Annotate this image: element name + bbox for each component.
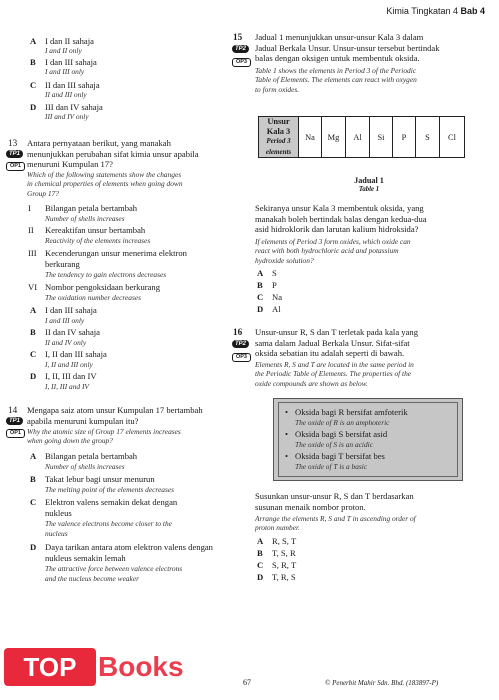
question-15-number: 15 [233, 32, 243, 42]
q13-statement-ms: Nombor pengoksidaan berkurang [45, 282, 161, 292]
q13-option-letter: C [30, 349, 37, 359]
q13-en-line: Which of the following statements show the changes [27, 170, 182, 179]
question-16-stem-ms [255, 327, 485, 359]
q15-ms-line: Jadual Berkala Unsur. Unsur-unsur tersebut bertindak [255, 42, 440, 53]
q13-statement-roman: III [28, 248, 37, 258]
q15-ms-line: balas dengan oksigen untuk membentuk oksida. [255, 53, 420, 63]
page-number: 67 [243, 678, 251, 687]
op-badge-icon: OP3 [232, 58, 251, 67]
q16-en-line: oxide compounds are shown as below. [255, 378, 368, 388]
q13-en-line: Group 17? [27, 188, 59, 198]
q14-option-ms-cont: nukleus semakin lemah [45, 553, 126, 563]
q14-ms-line: Mengapa saiz atom unsur Kumpulan 17 bertambah [27, 405, 203, 415]
question-14-number: 14 [8, 405, 18, 415]
publisher-credit: © Penerbit Mahir Sdn. Bhd. (183897-P) [325, 679, 439, 687]
q14-option-ms-cont: nukleus [45, 508, 72, 518]
q12-option-a-en: I and II only [45, 46, 82, 55]
q14-option-letter: B [30, 474, 36, 484]
q13-ms-line: menunjukkan perubahan sifat kimia unsur apabila [27, 148, 199, 159]
q13-option-ms: I dan III sahaja [45, 305, 97, 315]
tp-badge-icon: TP2 [232, 45, 249, 53]
q12-option-a-letter: A [30, 36, 37, 46]
q14-option-ms: Daya tarikan antara atom elektron valens dengan [45, 542, 213, 552]
oxide-properties-box-inner [278, 402, 458, 477]
q16-option-letter: B [257, 548, 263, 558]
box-item-en: The oxide of S is an acidic [295, 440, 373, 449]
q13-statement-en: Reactivity of the elements increases [45, 236, 151, 245]
q15-ms-line: Jadual 1 menunjukkan unsur-unsur Kala 3 dalam [255, 32, 424, 42]
op-badge-icon: OP1 [6, 429, 25, 438]
table-cell: Na [299, 117, 322, 158]
table-header-cell [259, 117, 299, 158]
box-item-ms: Oksida bagi R bersifat amfoterik [295, 407, 408, 417]
q14-option-en: Number of shells increases [45, 462, 125, 471]
question-15-stem-ms [255, 32, 485, 64]
q13-en-line: in chemical properties of elements when going down [27, 179, 183, 189]
box-item-en: The oxide of T is a basic [295, 462, 368, 471]
q12-option-d-ms: III dan IV sahaja [45, 102, 103, 112]
table-cell: Cl [440, 117, 465, 158]
q16-option-text: T, S, R [272, 548, 296, 558]
q13-statement-en: The tendency to gain electrons decreases [45, 270, 167, 279]
q12-option-b-letter: B [30, 57, 36, 67]
op-badge-icon: OP3 [232, 353, 251, 362]
q15-en-line: to form oxides. [255, 84, 300, 94]
q12-option-d-letter: D [30, 102, 37, 112]
q14-option-ms: Elektron valens semakin dekat dengan [45, 497, 178, 507]
question-16-number: 16 [233, 327, 243, 337]
q14-option-letter: D [30, 542, 37, 552]
q14-option-ms: Takat lebur bagi unsur menurun [45, 474, 155, 484]
question-15-ms [255, 203, 485, 235]
q12-option-b-ms: I dan III sahaja [45, 57, 97, 67]
box-item-ms: Oksida bagi S bersifat asid [295, 429, 388, 439]
question-16-en [255, 514, 485, 533]
q15-q-en-line: If elements of Period 3 form oxides, which oxide can [255, 237, 411, 246]
q15-q-ms-line: Sekiranya unsur Kala 3 membentuk oksida, yang [255, 203, 424, 213]
tp-badge-icon: TP1 [6, 150, 23, 158]
oxide-properties-box [273, 398, 463, 481]
table-head-en: Period 3 [266, 137, 291, 145]
q15-q-ms-line: manakah boleh bertindak balas dengan kedua-dua [255, 213, 427, 224]
q13-statement-ms-cont: berkurang [45, 259, 80, 269]
q15-q-en-line: hydroxide solution? [255, 255, 314, 265]
question-13-number: 13 [8, 138, 18, 148]
q16-ms-line: Unsur-unsur R, S dan T terletak pada kala yang [255, 327, 418, 337]
q16-option-letter: C [257, 560, 264, 570]
q16-q-en-line: Arrange the elements R, S and T in ascending order of [255, 514, 416, 523]
q14-en-line: when going down the group? [27, 436, 113, 446]
bullet-icon: • [285, 429, 289, 439]
q13-ms-line: Antara pernyataan berikut, yang manakah [27, 138, 171, 148]
q14-option-ms: Bilangan petala bertambah [45, 451, 138, 461]
q13-statement-roman: I [28, 203, 31, 213]
q13-option-letter: A [30, 305, 37, 315]
bullet-icon: • [285, 407, 289, 417]
table-caption-en: Table 1 [358, 186, 380, 193]
question-15-en [255, 237, 485, 265]
q13-option-letter: B [30, 327, 36, 337]
q12-option-b-en: I and III only [45, 67, 85, 76]
q14-option-en: The valence electrons become closer to the [45, 519, 172, 528]
table-caption-ms: Jadual 1 [354, 176, 384, 185]
q16-ms-line: oksida sebatian itu adalah seperti di bawah. [255, 348, 405, 358]
question-14-stem-ms [27, 405, 242, 426]
table-head-ms: Kala 3 [266, 126, 291, 136]
q16-en-line: the Periodic Table of Elements. The properties of the [255, 369, 412, 379]
q14-option-en-cont: and the nucleus become weaker [45, 574, 139, 583]
table-cell: Mg [322, 117, 346, 158]
tp-badge-icon: TP1 [6, 417, 23, 425]
bullet-icon: • [285, 451, 289, 461]
question-13-stem-ms [27, 138, 242, 170]
q14-option-letter: A [30, 451, 37, 461]
q15-option-letter: A [257, 268, 264, 278]
q15-option-letter: B [257, 280, 263, 290]
table-cell: Si [370, 117, 393, 158]
q13-option-en: II and IV only [45, 338, 87, 347]
q16-option-text: R, S, T [272, 536, 297, 546]
q15-q-ms-line: asid hidroklorik dan larutan kalium hidroksida? [255, 224, 419, 234]
q15-option-text: S [272, 268, 277, 278]
table-head-en: elements [265, 147, 292, 156]
q16-option-letter: A [257, 536, 264, 546]
q13-option-en: I, II, III and IV [45, 382, 89, 391]
q13-statement-ms: Bilangan petala bertambah [45, 203, 138, 213]
q13-statement-en: Number of shells increases [45, 214, 125, 223]
q12-option-d-en: III and IV only [45, 112, 89, 121]
q15-en-line: Table of Elements. The elements can react with oxygen [255, 75, 417, 85]
q13-statement-roman: VI [28, 282, 38, 292]
q12-option-c-ms: II dan III sahaja [45, 80, 100, 90]
q15-option-text: Na [272, 292, 283, 302]
topbooks-logo [4, 648, 236, 686]
tp-badge-icon: TP2 [232, 340, 249, 348]
q13-statement-roman: II [28, 225, 34, 235]
q13-statement-ms: Kecenderungan unsur menerima elektron [45, 248, 187, 258]
q13-statement-en: The oxidation number decreases [45, 293, 141, 302]
q12-option-a-ms: I dan II sahaja [45, 36, 94, 46]
question-14-stem-en [27, 427, 242, 446]
q16-q-ms-line: susunan menaik nombor proton. [255, 501, 366, 512]
header-chapter: Bab 4 [460, 6, 485, 16]
q14-en-line: Why the atomic size of Group 17 elements increases [27, 427, 181, 436]
q16-ms-line: sama dalam Jadual Berkala Unsur. Sifat-sifat [255, 337, 410, 348]
table-cell: P [393, 117, 416, 158]
q13-ms-line: menuruni Kumpulan 17? [27, 159, 113, 169]
box-item-en: The oxide of R is an amphoteric [295, 418, 390, 427]
box-item-ms: Oksida bagi T bersifat bes [295, 451, 385, 461]
q16-en-line: Elements R, S and T are located in the same period in [255, 360, 414, 369]
table-cell: Al [346, 117, 370, 158]
question-16-stem-en [255, 360, 485, 388]
q12-option-c-letter: C [30, 80, 37, 90]
q14-option-letter: C [30, 497, 37, 507]
table-head-ms: Unsur [267, 117, 290, 126]
q15-q-en-line: react with both hydrochloric acid and potassium [255, 246, 399, 256]
question-15-stem-en [255, 66, 485, 94]
q13-option-letter: D [30, 371, 37, 381]
q15-en-line: Table 1 shows the elements in Period 3 of the Periodic [255, 66, 417, 75]
q16-option-letter: D [257, 572, 264, 582]
q13-option-ms: I, II dan III sahaja [45, 349, 107, 359]
q14-option-en: The attractive force between valence electrons [45, 564, 183, 573]
q14-option-en: The melting point of the elements decreases [45, 485, 175, 494]
q16-q-ms-line: Susunkan unsur-unsur R, S dan T berdasarkan [255, 491, 414, 501]
period-3-table [258, 116, 465, 158]
logo-books: Books [98, 651, 184, 682]
q13-statement-ms: Kereaktifan unsur bertambah [45, 225, 146, 235]
q16-option-text: S, R, T [272, 560, 297, 570]
logo-top: TOP [4, 648, 96, 686]
page-header [386, 6, 485, 16]
question-16-ms [255, 491, 485, 512]
q15-option-text: P [272, 280, 277, 290]
q14-ms-line: apabila menuruni kumpulan itu? [27, 415, 139, 426]
q13-option-en: I, II and III only [45, 360, 93, 369]
q13-option-ms: I, II, III dan IV [45, 371, 97, 381]
q13-option-en: I and III only [45, 316, 85, 325]
q15-option-text: Al [272, 304, 281, 314]
question-13-stem-en [27, 170, 242, 198]
q16-option-text: T, R, S [272, 572, 296, 582]
q14-option-en-cont: nucleus [45, 529, 68, 538]
q15-option-letter: C [257, 292, 264, 302]
header-subject: Kimia Tingkatan 4 [386, 6, 458, 16]
q13-option-ms: II dan IV sahaja [45, 327, 100, 337]
op-badge-icon: OP1 [6, 162, 25, 171]
q12-option-c-en: II and III only [45, 90, 87, 99]
q15-option-letter: D [257, 304, 264, 314]
q16-q-en-line: proton number. [255, 523, 300, 533]
table-cell: S [416, 117, 440, 158]
